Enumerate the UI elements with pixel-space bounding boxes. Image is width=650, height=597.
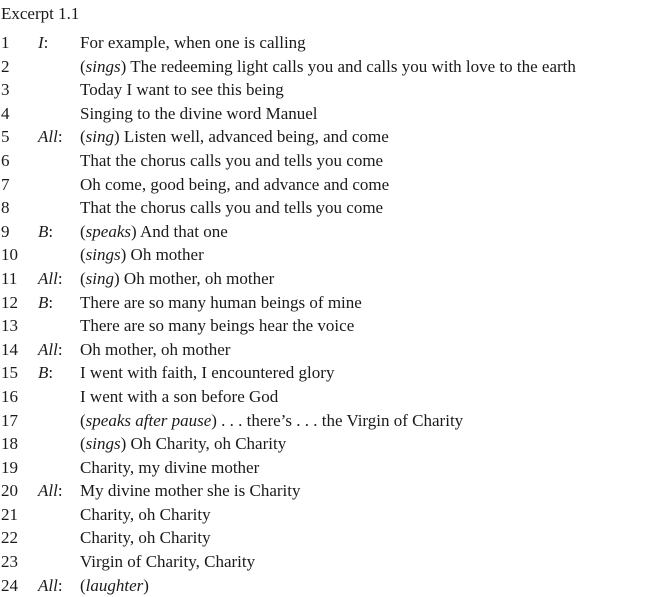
line-text-body: ) Oh Charity, oh Charity: [120, 434, 287, 454]
speaker-label: All:: [38, 127, 63, 147]
line-number: 4: [1, 103, 10, 123]
transcript-line: [0, 220, 650, 244]
line-text: [80, 361, 334, 385]
line-text: [80, 102, 318, 126]
line-number: 11: [1, 268, 18, 288]
line-number: 18: [1, 434, 18, 454]
line-text: [80, 338, 230, 362]
line-number: 22: [1, 528, 18, 548]
speaker-name: B: [38, 292, 49, 312]
line-number: 8: [1, 198, 10, 218]
stage-direction: sing: [85, 268, 115, 288]
stage-direction: laughter: [85, 575, 144, 595]
transcript-line: [0, 526, 650, 550]
line-text-body: ) And that one: [131, 221, 228, 241]
transcript-line: [0, 149, 650, 173]
line-text-prefix: (: [80, 410, 86, 430]
line-number: 12: [1, 292, 18, 312]
transcript-line: [0, 338, 650, 362]
speaker-name: All: [38, 575, 58, 595]
speaker-label: B:: [38, 221, 54, 241]
transcript-line: [0, 78, 650, 102]
speaker-label: All:: [38, 339, 63, 359]
line-text: [80, 220, 228, 244]
stage-direction: sing: [85, 127, 115, 147]
line-text-body: ): [143, 575, 149, 595]
line-text: [80, 173, 389, 197]
speaker-name: All: [38, 481, 58, 501]
transcript-line: [0, 196, 650, 220]
transcript-line: [0, 125, 650, 149]
line-text-body: Oh mother, oh mother: [80, 339, 231, 359]
line-text-prefix: (: [80, 56, 86, 76]
line-number: 5: [1, 127, 10, 147]
line-text-body: ) Listen well, advanced being, and come: [114, 127, 389, 147]
line-text-body: Charity, oh Charity: [80, 504, 211, 524]
line-text-body: My divine mother she is Charity: [80, 481, 301, 501]
line-number: 7: [1, 174, 10, 194]
line-text-body: ) Oh mother: [120, 245, 204, 265]
transcript-line: [0, 479, 650, 503]
line-text-body: There are so many human beings of mine: [80, 292, 362, 312]
line-number: 24: [1, 575, 18, 595]
line-text-body: Singing to the divine word Manuel: [80, 103, 318, 123]
line-text-body: Charity, oh Charity: [80, 528, 211, 548]
line-text: [80, 78, 284, 102]
speaker-name: B: [38, 363, 49, 383]
speaker-label: All:: [38, 481, 63, 501]
line-text-body: ) The redeeming light calls you and calls you with love to the earth: [120, 56, 576, 76]
line-text: [80, 314, 354, 338]
transcript-line: [0, 267, 650, 291]
line-number: 14: [1, 339, 18, 359]
line-number: 16: [1, 386, 18, 406]
speaker-label: I:: [38, 33, 49, 52]
line-number: 20: [1, 481, 18, 501]
line-number: 9: [1, 221, 10, 241]
speaker-name: All: [38, 339, 58, 359]
line-text-prefix: (: [80, 434, 86, 454]
line-text-body: I went with faith, I encountered glory: [80, 363, 335, 383]
transcript-line: [0, 385, 650, 409]
line-text-body: I went with a son before God: [80, 386, 279, 406]
line-text: [80, 149, 383, 173]
line-text: [80, 267, 274, 291]
speaker-label: All:: [38, 268, 63, 288]
transcript-line: [0, 291, 650, 315]
line-text: [80, 409, 463, 433]
transcript-line: [0, 456, 650, 480]
line-text-body: Today I want to see this being: [80, 80, 284, 100]
line-text: [80, 526, 211, 550]
speaker-label: B:: [38, 292, 54, 312]
transcript-line: [0, 243, 650, 267]
line-text-body: Virgin of Charity, Charity: [80, 552, 256, 572]
line-text: [80, 196, 383, 220]
stage-direction: speaks: [85, 221, 131, 241]
line-text: [80, 243, 204, 267]
line-text-body: Charity, my divine mother: [80, 457, 260, 477]
line-text: [80, 503, 211, 527]
transcript-line: [0, 361, 650, 385]
line-text-body: Oh come, good being, and advance and come: [80, 174, 390, 194]
line-text-body: For example, when one is calling: [80, 33, 306, 52]
line-number: 15: [1, 363, 18, 383]
line-text-prefix: (: [80, 245, 86, 265]
stage-direction: sings: [85, 245, 121, 265]
line-text-prefix: (: [80, 221, 86, 241]
transcript-line: [0, 409, 650, 433]
transcript-line: [0, 314, 650, 338]
speaker-label: All:: [38, 575, 63, 595]
stage-direction: sings: [85, 434, 121, 454]
line-number: 2: [1, 56, 10, 76]
line-text-body: There are so many beings hear the voice: [80, 316, 355, 336]
line-text-body: That the chorus calls you and tells you come: [80, 150, 384, 170]
line-text: [80, 125, 389, 149]
speaker-name: I: [38, 33, 44, 52]
transcript-lines: [0, 31, 650, 597]
transcript-line: [0, 550, 650, 574]
transcript-line: [0, 574, 650, 597]
line-number: 1: [1, 33, 10, 52]
stage-direction: speaks after pause: [85, 410, 212, 430]
line-number: 17: [1, 410, 18, 430]
line-text-prefix: (: [80, 127, 86, 147]
line-text: [80, 385, 278, 409]
line-number: 23: [1, 552, 18, 572]
line-number: 3: [1, 80, 10, 100]
stage-direction: sings: [85, 56, 121, 76]
line-text: [80, 31, 306, 55]
line-text: [80, 574, 149, 597]
line-number: 21: [1, 504, 18, 524]
speaker-label: B:: [38, 363, 54, 383]
transcript-line: [0, 432, 650, 456]
line-text-prefix: (: [80, 575, 86, 595]
line-text-prefix: (: [80, 268, 86, 288]
line-text-body: ) Oh mother, oh mother: [114, 268, 275, 288]
line-number: 10: [1, 245, 18, 265]
line-number: 6: [1, 150, 10, 170]
transcript-line: [0, 31, 650, 55]
transcript-line: [0, 503, 650, 527]
line-text: [80, 550, 255, 574]
transcript-line: [0, 173, 650, 197]
speaker-name: B: [38, 221, 49, 241]
line-number: 19: [1, 457, 18, 477]
speaker-name: All: [38, 127, 58, 147]
line-text-body: ) . . . there’s . . . the Virgin of Charity: [211, 410, 464, 430]
line-text: [80, 456, 259, 480]
line-text: [80, 479, 301, 503]
line-text-body: That the chorus calls you and tells you come: [80, 198, 384, 218]
line-text: [80, 291, 362, 315]
excerpt-title: Excerpt 1.1: [1, 4, 80, 23]
speaker-name: All: [38, 268, 58, 288]
transcript-line: [0, 55, 650, 79]
line-number: 13: [1, 316, 18, 336]
transcript-line: [0, 102, 650, 126]
line-text: [80, 432, 286, 456]
line-text: [80, 55, 576, 79]
